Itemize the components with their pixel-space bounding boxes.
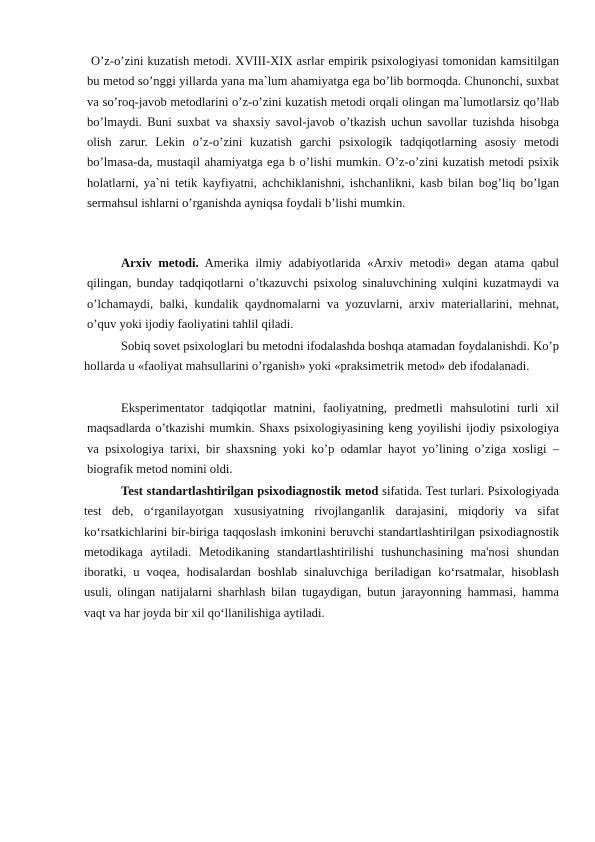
paragraph-biographic-method bbox=[87, 398, 559, 479]
paragraph-archive-method bbox=[87, 253, 559, 334]
paragraph-text: Sobiq sovet psixologlari bu metodni ifodalashda boshqa atamadan foydalanishdi. Ko’p hollarda u «faoliyat mahsullarini o’rganish» yoki «praksimetrik metod» deb ifodalanadi. bbox=[84, 339, 559, 374]
paragraph-praximetric-method bbox=[84, 336, 559, 377]
paragraph-heading-bold: Test standartlashtirilgan psixodiagnostik metod bbox=[121, 484, 379, 498]
paragraph-self-observation-method bbox=[87, 51, 559, 213]
paragraph-heading-bold: Arxiv metodi. bbox=[121, 256, 199, 270]
paragraph-test-method bbox=[84, 481, 559, 623]
paragraph-text: Eksperimentator tadqiqotlar matnini, faoliyatning, predmetli mahsulotini turli xil maqsadlarda o’tkazishi mumkin. Shaxs psixologiyasining keng yoyilishi ijodiy psixologiya va psixologiya tarixi, bir shaxsning yoki ko’p odamlar hayot yo’lining o’ziga xosligi – biografik metod nomini oldi. bbox=[87, 401, 559, 476]
paragraph-text: O’z-o’zini kuzatish metodi. XVIII-XIX asrlar empirik psixologiyasi tomonidan kamsitilgan bu metod so’nggi yillarda yana ma`lum ahamiyatga ega bo’lib bormoqda. Chunonchi, suxbat va so’roq-javob metodlarini o’z-o’zini kuzatish metodi orqali olingan ma`lumotlarsiz qo’llab bo’lmaydi. Buni suxbat va shaxsiy savol-javob o’tkazish uchun savollar tuzishda hisobga olish zarur. Lekin o’z-o’zini kuzatish garchi psixologik tadqiqotlarning asosiy metodi bo’lmasa-da, mustaqil ahamiyatga ega b o’lishi mumkin. O’z-o’zini kuzatish metodi psixik holatlarni, ya`ni tetik kayfiyatni, achchiklanishni, ishchanlikni, kasb bilan bog’liq bo’lgan sermahsul ishlarni o’rganishda ayniqsa foydali b’lishi mumkin. bbox=[87, 54, 559, 211]
paragraph-text: sifatida. Test turlari. Psixologiyada test deb, o‘rganilayotgan xususiyatning rivojlanganlik darajasini, miqdoriy va sifat ko‘rsatkichlarini bir-biriga taqqoslash imkonini beruvchi standartlashtirilgan psixodiagnostik metodikaga aytiladi. Metodikaning standartlashtirilishi tushunchasining ma'nosi shundan iboratki, u voqea, hodisalardan boshlab sinaluvchiga beriladigan ko‘rsatmalar, hisoblash usuli, olingan natijalarni sharhlash bilan tugaydigan, butun jarayonning hammasi, hamma vaqt va har joyda bir xil qo‘llanilishiga aytiladi. bbox=[84, 484, 559, 620]
paragraph-text: Amerika ilmiy adabiyotlarida «Arxiv metodi» degan atama qabul qilingan, bunday tadqiqotlarni o’tkazuvchi psixolog sinaluvchining xulqini kuzatmaydi va o’lchamaydi, balki, kundalik qaydnomalarni va yozuvlarni, arxiv materiallarini, mehnat, o’quv yoki ijodiy faoliyatini tahlil qiladi. bbox=[87, 256, 559, 331]
